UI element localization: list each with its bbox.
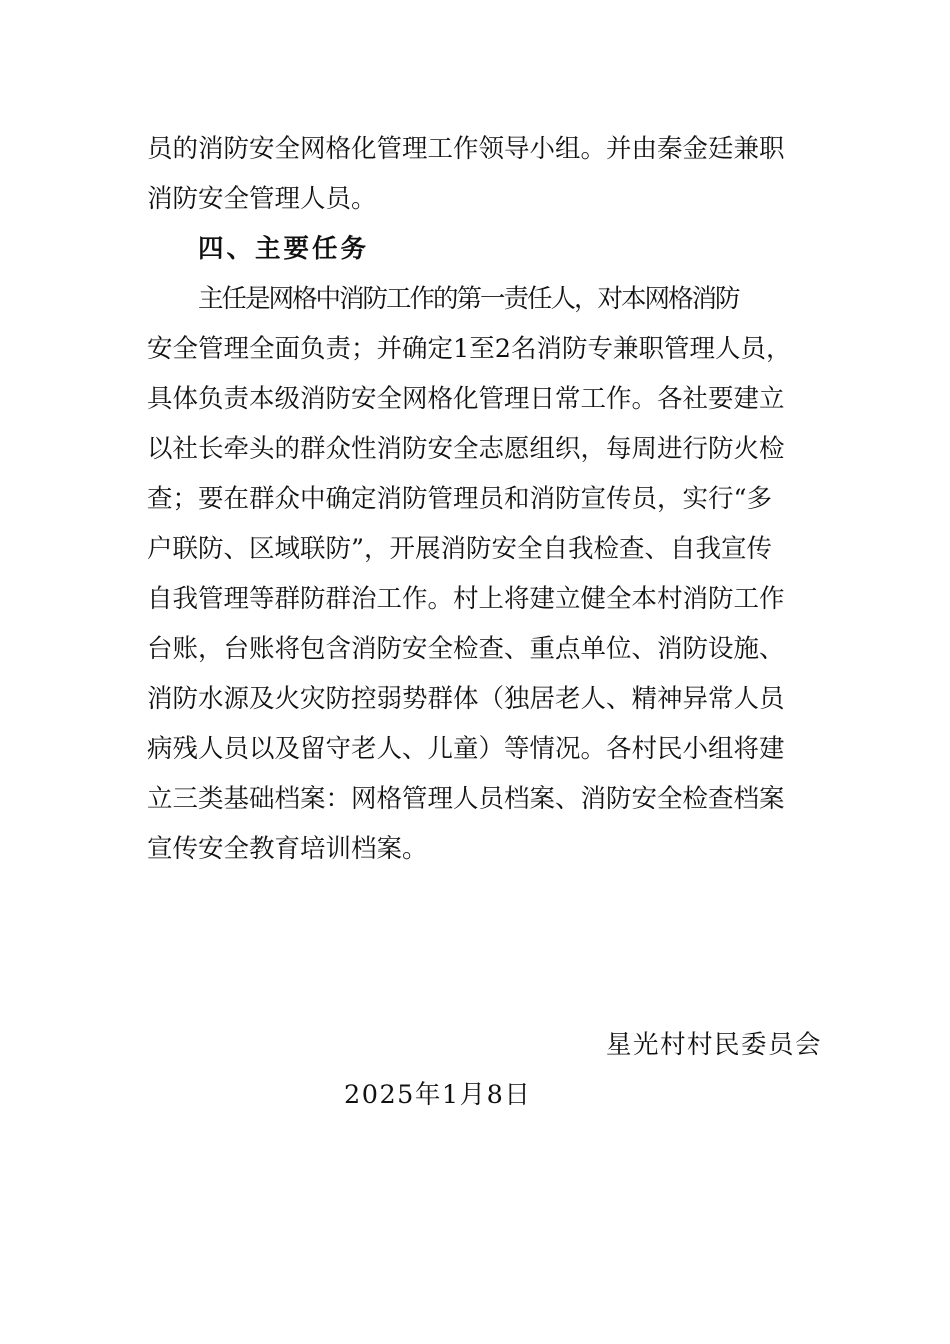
body-line-1: 主任是网格中消防工作的第一责任人，对本网格消防 — [198, 284, 739, 314]
body-line-9: 消防水源及火灾防控弱势群体（独居老人、精神异常人员 — [147, 684, 785, 714]
body-line-11: 立三类基础档案：网格管理人员档案、消防安全检查档案 — [147, 784, 785, 814]
body-line-3: 具体负责本级消防安全网格化管理日常工作。各社要建立 — [147, 384, 785, 414]
intro-line-2: 消防安全管理人员。 — [147, 184, 377, 214]
body-line-4: 以社长牵头的群众性消防安全志愿组织，每周进行防火检 — [147, 434, 785, 464]
body-line-2: 安全管理全面负责；并确定1至2名消防专兼职管理人员， — [147, 334, 792, 364]
body-line-10: 病残人员以及留守老人、儿童）等情况。各村民小组将建 — [147, 734, 785, 764]
section-heading: 四、主要任务 — [198, 234, 370, 264]
body-line-7: 自我管理等群防群治工作。村上将建立健全本村消防工作 — [147, 584, 785, 614]
body-line-6: 户联防、区域联防”，开展消防安全自我检查、自我宣传 — [147, 534, 773, 564]
signature-date: 2025年1月8日 — [344, 1080, 532, 1110]
body-line-8: 台账，台账将包含消防安全检查、重点单位、消防设施、 — [147, 634, 785, 664]
body-line-12: 宣传安全教育培训档案。 — [147, 834, 428, 864]
intro-line-1: 员的消防安全网格化管理工作领导小组。并由秦金廷兼职 — [147, 134, 785, 164]
body-line-5: 查；要在群众中确定消防管理员和消防宣传员，实行“多 — [147, 484, 773, 514]
signature-organization: 星光村村民委员会 — [606, 1030, 823, 1060]
